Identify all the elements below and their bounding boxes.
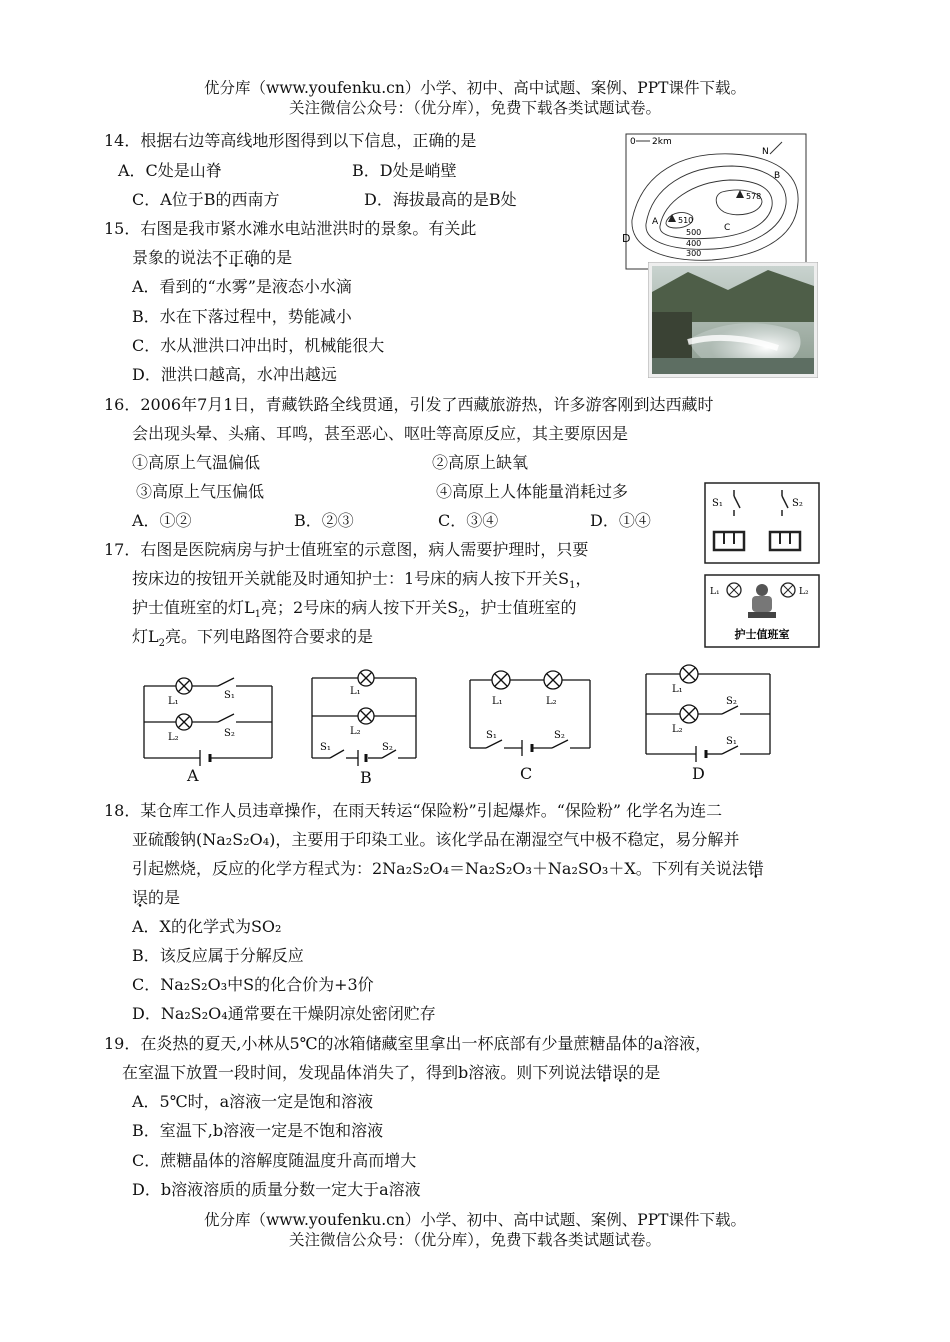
circuit-b-s1-label: S₁ [320,742,331,753]
q19-option-c[interactable]: C．蔗糖晶体的溶解度随温度升高而增大 [132,1151,417,1170]
q17-stem-line-4: 灯$L_2$亮。下列电路图符合要求的是 [132,627,374,650]
circuit-d-l2-label: L₂ [672,724,683,735]
q17-stem-line-2: 按床边的按钮开关就能及时通知护士：1号床的病人按下开关$S_1$， [132,569,592,592]
q15-stem-line-1: 15．右图是我市紧水滩水电站泄洪时的景象。有关此 [104,219,477,238]
header-line-2: 关注微信公众号：（优分库），免费下载各类试题试卷。 [288,99,661,117]
map-point-d: D [622,232,631,245]
dam-photo [648,262,818,378]
q16-item-3: ③高原上气压偏低 [136,482,265,501]
circuit-b-battery-icon [358,750,366,766]
header-line-1: 优分库（www.youfenku.cn）小学、初中、高中试题、案例、PPT课件下载。 [203,79,747,97]
circuit-d-s1-label: S₁ [726,736,737,747]
footer-line-1: 优分库（www.youfenku.cn）小学、初中、高中试题、案例、PPT课件下载。 [203,1211,747,1229]
ward-diagram [704,482,820,566]
circuit-b-lamp-l2-icon [358,708,374,724]
circuit-a-label[interactable]: A [187,766,199,785]
q15-option-b[interactable]: B．水在下落过程中，势能减小 [132,307,352,326]
circuit-a-l2-label: L₂ [168,732,179,743]
q15-option-c[interactable]: C．水从泄洪口冲出时，机械能很大 [132,336,385,355]
circuit-d-s2-label: S₂ [726,696,737,707]
map-point-c: C [724,223,731,233]
q18-option-c[interactable]: C．Na₂S₂O₃中S的化合价为+3价 [132,975,374,994]
q19-stem-line-2: 在室温下放置一段时间，发现晶体消失了，得到b溶液。则下列说法错误的是 [122,1063,661,1082]
q14-option-b[interactable]: B．D处是峭壁 [352,161,457,180]
circuit-c-lamp-l1-icon [492,671,510,689]
circuit-c-l2-label: L₂ [546,696,557,707]
q18-stem-line-2: 亚硫酸钠(Na₂S₂O₄)，主要用于印染工业。该化学品在潮湿空气中极不稳定，易分解并 [132,830,740,849]
circuit-a-s2-label: S₂ [224,728,235,739]
room-label: 护士值班室 [734,628,790,641]
q16-option-a[interactable]: A．①② [132,511,192,530]
q16-option-d[interactable]: D．①④ [590,511,651,530]
q15-stem-line-2: 景象的说法不正确的是 [132,248,293,267]
q19-option-a[interactable]: A．5℃时，a溶液一定是饱和溶液 [132,1092,374,1111]
circuit-c-battery-icon [522,740,532,756]
peak-a-height: 510 [678,216,694,225]
footer-line-2: 关注微信公众号：（优分库），免费下载各类试题试卷。 [288,1231,661,1249]
contour-map [622,132,812,272]
circuit-b-label[interactable]: B [360,768,372,787]
circuit-a-s1-label: S₁ [224,690,235,701]
circuit-c[interactable] [462,660,602,760]
q14-option-c[interactable]: C．A位于B的西南方 [132,190,280,209]
circuit-c-l1-label: L₁ [492,696,503,707]
q17-stem-line-3: 护士值班室的灯$L_1$亮；2号床的病人按下开关$S_2$，护士值班室的 [132,598,577,621]
q16-item-1: ①高原上气温偏低 [132,453,261,472]
q15-option-d[interactable]: D．泄洪口越高，水冲出越远 [132,365,337,384]
circuit-b-lamp-l1-icon [358,670,374,686]
circuit-a-l1-label: L₁ [168,696,179,707]
q14-stem: 14．根据右边等高线地形图得到以下信息，正确的是 [104,131,477,150]
circuit-c-label[interactable]: C [520,764,533,783]
circuit-c-s2-label: S₂ [554,730,565,741]
room-l2-label: L₂ [799,587,809,597]
q16-stem-line-2: 会出现头晕、头痛、耳鸣，甚至恶心、呕吐等高原反应，其主要原因是 [132,424,629,443]
q18-option-a[interactable]: A．X的化学式为SO₂ [132,917,282,936]
q15-option-a[interactable]: A．看到的“水雾”是液态小水滴 [132,277,352,296]
q16-stem-line-1: 16．2006年7月1日，青藏铁路全线贯通，引发了西藏旅游热，许多游客刚到达西藏时 [104,395,714,414]
map-scale-label: 2km [652,137,672,147]
q18-stem-line-3: 引起燃烧，反应的化学方程式为：2Na₂S₂O₄＝Na₂S₂O₃＋Na₂SO₃＋X。下列有关说法错 [132,859,764,878]
q16-item-2: ②高原上缺氧 [432,453,529,472]
contour-label-500: 500 [686,228,702,237]
nurse-room-diagram [704,574,820,650]
q16-option-c[interactable]: C．③④ [438,511,499,530]
q14-option-d[interactable]: D．海拔最高的是B处 [364,190,517,209]
circuit-d-l1-label: L₁ [672,684,683,695]
circuit-d[interactable] [638,660,778,764]
map-scale-zero: 0 [630,137,636,147]
map-point-b: B [774,171,781,181]
circuit-d-lamp-l1-icon [680,665,698,683]
circuit-b-l2-label: L₂ [350,726,361,737]
q16-option-b[interactable]: B．②③ [294,511,354,530]
q18-stem-line-1: 18．某仓库工作人员违章操作，在雨天转运“保险粉”引起爆炸。“保险粉” 化学名为连二 [104,801,723,820]
q14-option-a[interactable]: A．C处是山脊 [118,161,222,180]
circuit-a-lamp-l1-icon [176,678,192,694]
circuit-c-lamp-l2-icon [544,671,562,689]
circuit-b[interactable] [306,664,426,774]
circuit-b-s2-label: S₂ [382,742,393,753]
contour-label-300: 300 [686,249,702,258]
q19-option-b[interactable]: B．室温下,b溶液一定是不饱和溶液 [132,1121,384,1140]
q19-stem-line-1: 19．在炎热的夏天,小林从5℃的冰箱储藏室里拿出一杯底部有少量蔗糖晶体的a溶液， [104,1034,712,1053]
q18-option-d[interactable]: D．Na₂S₂O₄通常要在干燥阴凉处密闭贮存 [132,1004,436,1023]
q18-stem-line-4: 误的是 [132,888,181,907]
q18-option-b[interactable]: B．该反应属于分解反应 [132,946,304,965]
ward-s1-label: S₁ [712,498,723,509]
ward-s2-label: S₂ [792,498,803,509]
contour-label-400: 400 [686,239,702,248]
circuit-d-battery-icon [696,746,706,762]
circuit-a-lamp-l2-icon [176,714,192,730]
map-point-a: A [652,217,659,227]
circuit-a[interactable] [138,664,278,774]
circuit-d-lamp-l2-icon [680,705,698,723]
circuit-a-battery-icon [200,750,210,766]
circuit-c-s1-label: S₁ [486,730,497,741]
map-north-label: N [762,147,769,157]
q16-item-4: ④高原上人体能量消耗过多 [436,482,629,501]
peak-b-height: 578 [746,192,762,201]
circuit-d-label[interactable]: D [692,764,705,783]
room-l1-label: L₁ [710,587,720,597]
circuit-b-l1-label: L₁ [350,686,361,697]
q19-option-d[interactable]: D．b溶液溶质的质量分数一定大于a溶液 [132,1180,421,1199]
q17-stem-line-1: 17．右图是医院病房与护士值班室的示意图，病人需要护理时，只要 [104,540,589,559]
